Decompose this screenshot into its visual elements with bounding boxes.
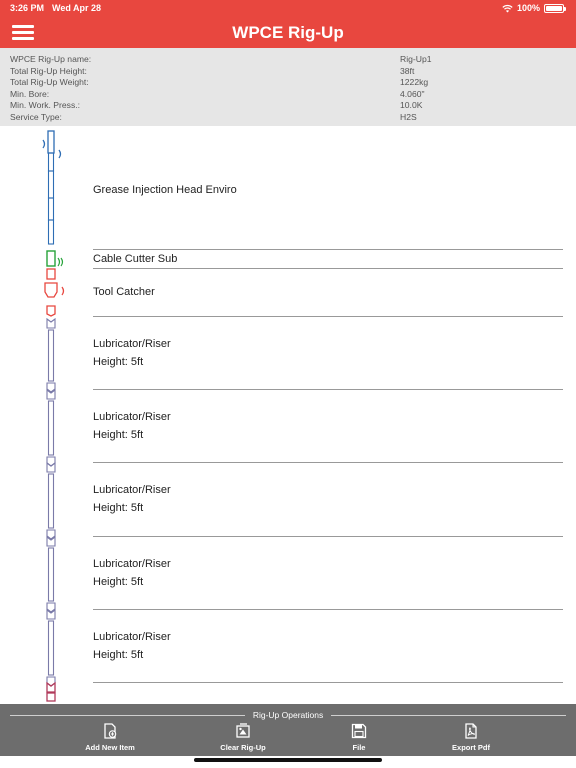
- tool-catcher-body: [45, 283, 57, 297]
- save-file-icon: [350, 722, 368, 740]
- riser-tube: [49, 474, 54, 528]
- riser-bottom-connector: [47, 457, 55, 466]
- grease-head-segment: [49, 153, 54, 171]
- rig-item-row[interactable]: [93, 390, 563, 463]
- rig-item-row[interactable]: [93, 317, 563, 390]
- info-row: [10, 54, 566, 66]
- rig-item-name: Cable Cutter Sub: [93, 253, 178, 265]
- rig-item-name: Lubricator/Riser: [93, 558, 171, 570]
- status-right: [502, 3, 564, 13]
- rig-item-name: Lubricator/Riser: [93, 338, 171, 350]
- rig-item-name: Lubricator/Riser: [93, 631, 171, 643]
- info-row: [10, 112, 566, 124]
- rig-item-row[interactable]: [93, 537, 563, 610]
- info-row: [10, 66, 566, 78]
- wifi-icon: [502, 4, 513, 13]
- tool-catcher-top: [47, 269, 55, 279]
- pdf-export-icon: [462, 722, 480, 740]
- rig-item-detail: Height: 5ft: [93, 356, 144, 368]
- info-value: 4.060": [400, 88, 425, 99]
- tool-catcher-port: [62, 287, 64, 295]
- info-label: WPCE Rig-Up name:: [10, 54, 92, 64]
- rig-item-name: Tool Catcher: [93, 286, 155, 298]
- file-button[interactable]: [314, 721, 404, 753]
- export-pdf-label: Export Pdf: [452, 743, 490, 752]
- clear-rig-icon: [234, 722, 252, 740]
- rig-item-row[interactable]: [93, 463, 563, 537]
- info-label: Total Rig-Up Height:: [10, 65, 87, 76]
- info-value: 38ft: [400, 65, 415, 76]
- cable-cutter-ports: [58, 258, 63, 266]
- riser-top-connector: [47, 319, 55, 328]
- cable-cutter-body: [47, 251, 55, 266]
- rig-item-detail: Height: 5ft: [93, 649, 144, 661]
- rig-up-info-panel: [0, 48, 576, 126]
- battery-icon: [544, 4, 564, 13]
- info-label: Min. Bore:: [10, 88, 50, 99]
- add-new-item-label: Add New Item: [85, 743, 135, 752]
- file-label: File: [352, 743, 366, 752]
- info-value: 10.0K: [400, 100, 423, 110]
- info-row: [10, 100, 566, 112]
- clear-rig-up-button[interactable]: [198, 721, 288, 753]
- add-new-item-button[interactable]: [65, 721, 155, 753]
- nav-bar: [0, 16, 576, 48]
- rig-item-row[interactable]: [93, 250, 563, 269]
- riser-tube: [49, 330, 54, 381]
- riser-tube: [49, 621, 54, 675]
- info-label: Service Type:: [10, 111, 62, 122]
- rig-item-detail: Height: 5ft: [93, 576, 144, 588]
- status-bar: [0, 0, 576, 16]
- status-time: 3:26 PM: [10, 3, 45, 13]
- rig-item-detail: Height: 5ft: [93, 429, 144, 441]
- section-title: Rig-Up Operations: [10, 709, 566, 721]
- rig-item-name: Lubricator/Riser: [93, 484, 171, 496]
- riser-tube: [49, 401, 54, 455]
- rig-item-name: Grease Injection Head Enviro: [93, 184, 237, 196]
- info-label: Total Rig-Up Weight:: [10, 77, 89, 87]
- info-value: 1222kg: [400, 77, 429, 87]
- info-value: H2S: [400, 111, 417, 122]
- grease-head-segment: [49, 171, 54, 198]
- rig-item-name: Lubricator/Riser: [93, 411, 171, 423]
- page-title: WPCE Rig-Up: [232, 23, 344, 42]
- info-row: [10, 89, 566, 101]
- grease-head-top-body: [48, 131, 54, 153]
- info-row: [10, 77, 566, 89]
- rig-item-detail: Height: 5ft: [93, 502, 144, 514]
- home-indicator[interactable]: [194, 758, 382, 762]
- tool-catcher-bottom: [47, 306, 55, 316]
- info-label: Min. Work. Press.:: [10, 100, 81, 110]
- home-indicator-area: [0, 756, 576, 768]
- grease-head-right-port: [59, 150, 61, 158]
- grease-head-segment: [49, 220, 54, 244]
- riser-tube: [49, 548, 54, 601]
- rig-up-diagram: [0, 126, 90, 704]
- rig-up-operations-bar: [0, 704, 576, 756]
- clear-rig-up-label: Clear Rig-Up: [220, 743, 266, 752]
- export-pdf-button[interactable]: [426, 721, 516, 753]
- bottom-connector-base: [47, 693, 55, 701]
- battery-percent: 100%: [516, 3, 540, 13]
- rig-item-row[interactable]: [93, 610, 563, 683]
- add-document-icon: [101, 722, 119, 740]
- status-date: Wed Apr 28: [52, 3, 102, 13]
- grease-head-left-port: [43, 140, 45, 148]
- bottom-connector: [47, 683, 55, 692]
- rig-item-row[interactable]: [93, 126, 563, 250]
- info-value: Rig-Up1: [400, 54, 432, 64]
- grease-head-segment: [49, 198, 54, 220]
- rig-item-row[interactable]: [93, 269, 563, 317]
- riser-top-connector: [47, 463, 55, 472]
